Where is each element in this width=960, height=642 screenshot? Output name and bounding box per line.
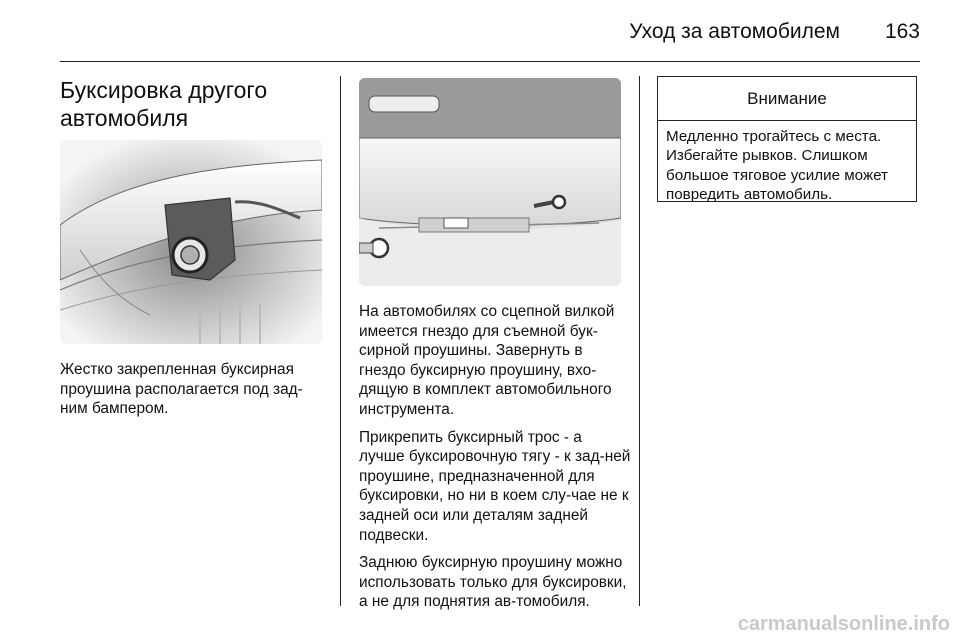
section-title: Буксировка другого автомобиля — [60, 77, 268, 131]
watermark: carmanualsonline.info — [737, 613, 950, 635]
warning-text: Медленно трогайтесь с места. Избегайте рывков. Слишком большое тяговое усилие может повредить автомобиль. — [666, 128, 889, 204]
warning-box — [657, 76, 917, 202]
column-divider-2 — [639, 76, 640, 606]
page-number: 163 — [884, 20, 920, 43]
column2-text — [359, 302, 631, 620]
header-divider — [60, 61, 920, 62]
paragraph: Заднюю буксирную проушину можно использовать только для буксировки, а не для поднятия ав-томобиля. — [359, 554, 627, 611]
paragraph: Прикрепить буксирный трос - а лучше буксировочную тягу - к зад-ней проушине, предназначенной для буксировки, но ни в коем слу-чае не к задней оси или деталям задней подвески. — [359, 428, 631, 544]
rear-bumper-hitch-illustration — [359, 78, 621, 286]
running-title: Уход за автомобилем — [629, 20, 840, 43]
tow-eye-illustration — [60, 140, 322, 344]
column-divider-1 — [340, 76, 341, 606]
paragraph: На автомобилях со сцепной вилкой имеется гнездо для съемной бук-сирной проушины. Завернуть в гнездо буксирную проушину, вхо-дящую в комплект автомобильного инструмента. — [359, 303, 615, 418]
paragraph: Жестко закрепленная буксирная проушина располагается под зад-ним бампером. — [60, 361, 303, 418]
column1-text — [60, 360, 325, 427]
warning-title: Внимание — [658, 77, 916, 121]
